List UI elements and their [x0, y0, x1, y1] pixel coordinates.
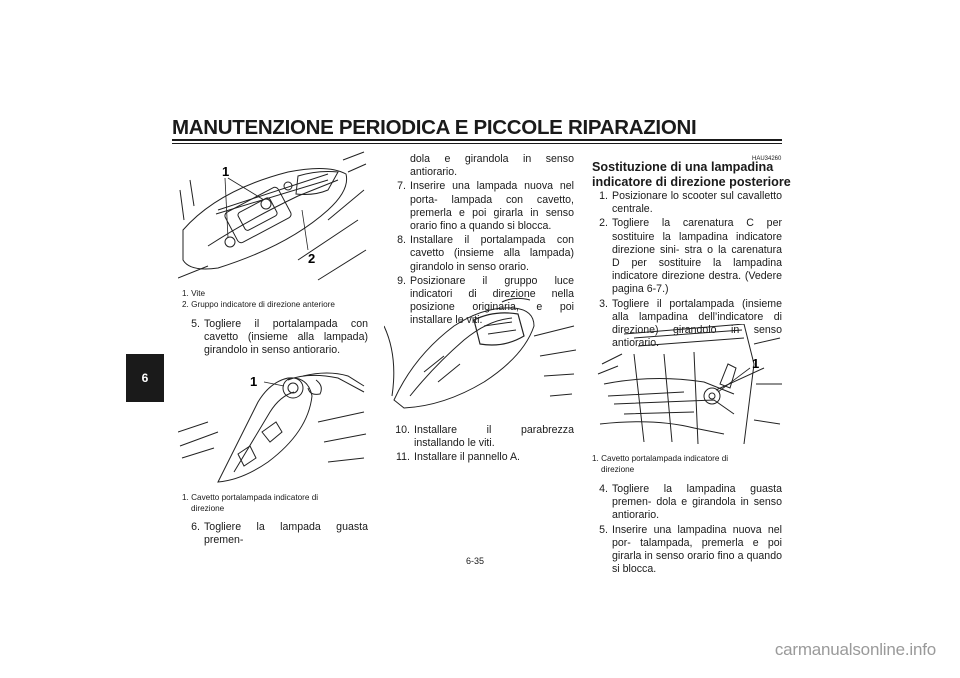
left-step-6 [182, 521, 368, 548]
step-number: 5. [599, 523, 608, 536]
left-step-5 [182, 318, 368, 359]
step-text: Togliere la lampada guasta premen- [204, 521, 368, 547]
step-number: 3. [599, 297, 608, 310]
figure1-caption-line-1: 1. Vite [182, 289, 206, 298]
step-text: Inserire una lampadina nuova nel por- talampada, premerla e poi girarla in senso orario fino a quando si blocca. [612, 523, 782, 576]
step-text: Togliere la carenatura C per sostituire la lampadina indicatore direzione sini- stra o la carenatura D per sostituire la lampadina indicatore direzione destra. (Vedere pagina 6-7.) [612, 217, 782, 296]
figure2-caption [182, 493, 382, 514]
figure1-caption-line-2: 2. Gruppo indicatore di direzione anteriore [182, 299, 335, 309]
step-number: 10. [395, 424, 410, 436]
step-number: 7. [397, 180, 406, 193]
title-rule-thin [172, 143, 782, 144]
step-text: Togliere il portalampada (insieme alla lampadina dell’indicatore di direzione) girandolo in senso antiorario. [612, 297, 782, 350]
step-text: Posizionare lo scooter sul cavalletto centrale. [612, 190, 782, 216]
bulb-socket-removal-illustration [178, 362, 368, 486]
reference-code: HAU34260 [752, 156, 782, 162]
section-heading-line-1: Sostituzione di una lampadina [592, 160, 774, 174]
step-text: Installare il portalampada con cavetto (insieme alla lampada) girandolo in senso orario. [410, 234, 574, 273]
figure1-callout-1: 1 [222, 164, 230, 179]
figure2-caption-line-1: 1. Cavetto portalampada indicatore di [182, 493, 319, 502]
step-text: Posizionare il gruppo luce indicatori di direzione nella posizione originaria, e poi installare le viti. [410, 274, 574, 327]
watermark-link[interactable]: carmanualsonline.info [774, 640, 936, 659]
page-title: MANUTENZIONE PERIODICA E PICCOLE RIPARAZIONI [172, 116, 697, 139]
step-number: 11. [396, 451, 410, 464]
figure3-caption-line-2: direzione [601, 464, 635, 474]
rear-turn-signal-illustration [594, 324, 784, 448]
chapter-tab: 6 [126, 354, 164, 402]
figure3-caption-line-1: 1. Cavetto portalampada indicatore di [592, 454, 729, 463]
front-turn-signal-illustration [178, 150, 368, 284]
page-number: 6-35 [466, 556, 485, 566]
step-text: Togliere il portalampada con cavetto (insieme alla lampada) girandolo in senso antiorario. [204, 318, 368, 357]
step-number: 5. [191, 318, 200, 330]
step-text: Installare il pannello A. [414, 451, 521, 464]
step-number: 6. [191, 521, 200, 533]
section-heading [592, 160, 792, 189]
figure2-callout-1: 1 [250, 374, 258, 389]
continued-text: dola e girandola in senso antiorario. [410, 153, 574, 179]
figure3-caption [592, 454, 792, 475]
figure2-caption-line-2: direzione [191, 503, 225, 513]
middle-steps-lower [388, 424, 574, 466]
step-number: 9. [397, 274, 406, 287]
step-number: 1. [599, 190, 608, 202]
step-number: 8. [397, 234, 406, 247]
step-number: 4. [599, 483, 608, 495]
figure1-callout-2: 2 [308, 251, 316, 266]
step-text: Togliere la lampadina guasta premen- dola e girandola in senso antiorario. [612, 483, 782, 522]
step-text: Installare il parabrezza installando le viti. [414, 424, 574, 450]
figure3-callout-1: 1 [752, 356, 760, 371]
title-rule-thick [172, 139, 782, 141]
figure1-caption [182, 289, 382, 310]
step-number: 2. [599, 217, 608, 230]
step-text: Inserire una lampada nuova nel porta- lampada con cavetto, premerla e poi girarla in senso orario fino a quando si blocca. [410, 180, 574, 233]
front-cowl-reinstalled-illustration [384, 296, 576, 414]
right-steps-lower [592, 483, 782, 577]
section-heading-line-2: indicatore di direzione posteriore [592, 174, 791, 189]
